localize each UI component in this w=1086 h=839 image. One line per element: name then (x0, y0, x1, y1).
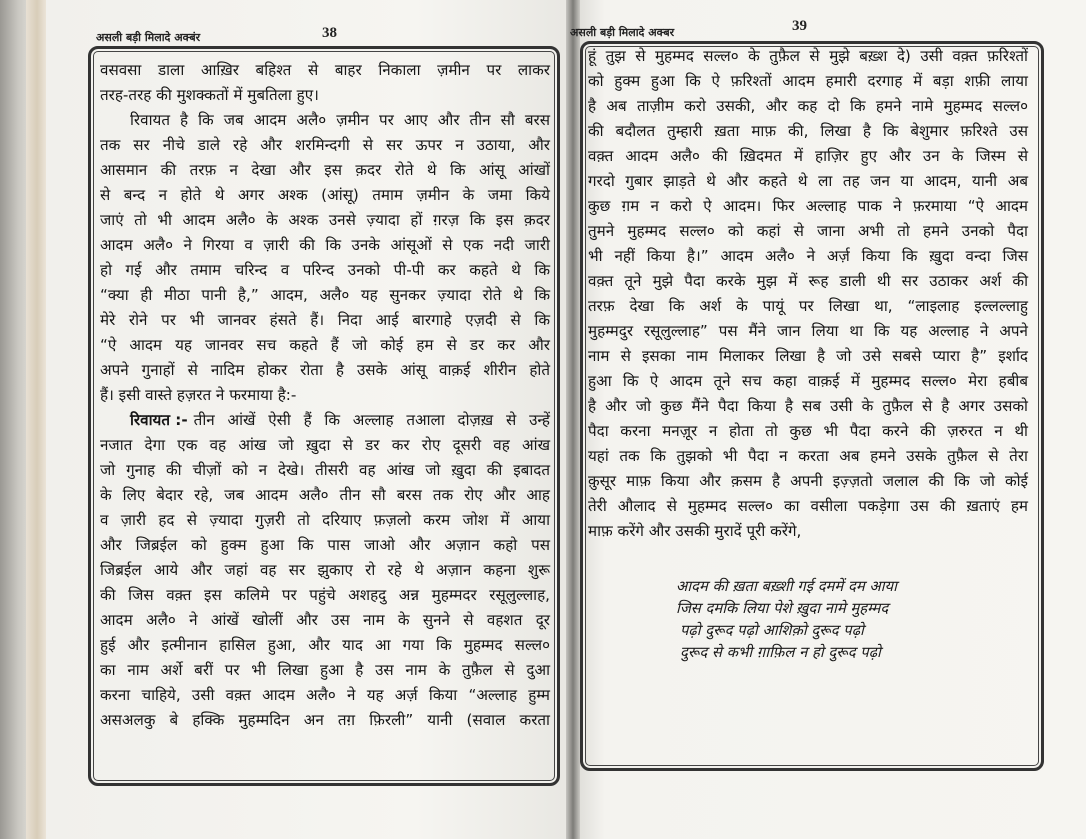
page-stack-edge (26, 0, 48, 839)
text-line: व ज़ारी हद से ज़्यादा गुज़री तो दरियाए फ़ज़लो करम जोश में आया (100, 511, 550, 529)
text-line: तीन आंखें ऐसी हैं कि अल्लाह तआला दोज़ख़ से उन्हें (193, 411, 550, 429)
riwayat-line (100, 408, 550, 433)
text-line: मुहम्मदुर रसूलुल्लाह” पस मैंने जान लिया था कि यह अल्लाह ने अपने (588, 322, 1028, 340)
text-line: हैं। इसी वास्ते हज़रत ने फरमाया है:- (100, 386, 297, 404)
page-left-body (100, 58, 550, 733)
text-line: जिब्रईल आये और जहां वह सर झुकाए रो रहे थे अज़ान कहना शुरू (100, 561, 550, 579)
text-line: तक सर नीचे डाले रहे और शरमिन्दगी से सर ऊपर न उठाया, और (100, 136, 550, 154)
text-line: मेरे रोने पर भी जानवर हंसते हैं। निदा आई बारगाहे एज़दी से कि (100, 311, 550, 329)
text-line: और जिब्रईल को हुक्म हुआ कि पास जाओ और अज़ान कहो पस (100, 536, 550, 554)
text-line: की बदौलत तुम्हारी ख़ता माफ़ की, लिखा है कि बेशुमार फ़रिश्ते उस (588, 122, 1028, 140)
page-number-left: 38 (322, 25, 337, 41)
text-line: तरफ़ देखा कि अर्श के पायूं पर लिखा था, “लाइलाह इल्लल्लाहु (588, 297, 1028, 315)
running-head-right: असली बड़ी मिलादे अक्बर (570, 26, 675, 39)
verse-line: पढ़ो दुरूद पढ़ो आशिक़ो दुरूद पढ़ो (680, 622, 864, 639)
text-line: हो गई और तमाम चरिन्द व परिन्द उनको पी-पी कर कहते थे कि (100, 261, 550, 279)
text-line: “क्या ही मीठा पानी है,” आदम, अलै० यह सुनकर ज़्यादा रोते थे कि (100, 286, 550, 304)
text-line: यहां तक कि तुझको भी पैदा न करता अब हमने उसके तुफ़ैल से तेरा (588, 447, 1028, 465)
page-right-body (588, 44, 1028, 544)
text-line: नाम से इसका नाम मिलाकर लिखा है जो उसे सबसे प्यारा है” इर्शाद (588, 347, 1028, 365)
text-line: वक़्त आदम अलै० की ख़िदमत में हाज़िर हुए और उन के जिस्म से (588, 147, 1028, 165)
running-head-left: असली बड़ी मिलादे अक्बंर (96, 31, 201, 44)
text-line: के लिए बेदार रहे, जब आदम अलै० तीन सौ बरस तक रोए और आह (100, 486, 550, 504)
text-line: है और जो कुछ मैंने पैदा किया है सब उसी के तुफ़ैल से है अगर उसको (588, 397, 1028, 415)
riwayat-label: रिवायत :- (130, 411, 188, 429)
verse-line: आदम की ख़ता बख़्शी गई दममें दम आया (676, 578, 897, 595)
text-line: तरह-तरह की मुशक्कतों में मुबतिला हुए। (100, 86, 319, 104)
text-line: आदम अलै० ने गिरया व ज़ारी की कि उनके आंसूओं से एक नदी जारी (100, 236, 550, 254)
verse-block (676, 576, 897, 664)
text-line: जाएं तो भी आदम अलै० के अश्क उनसे ज़्यादा हों ग़रज़ कि इस क़दर (100, 211, 550, 229)
text-line: से बन्द न होते थे अगर अश्क (आंसू) तमाम ज़मीन के जमा किये (100, 186, 550, 204)
text-line: अपने गुनाहों से नादिम होकर रोता है उसके आंसू वाक़ई शीरीन होते (100, 361, 550, 379)
page-number-right: 39 (792, 18, 807, 34)
text-line: माफ़ करेंगे और उसकी मुरादें पूरी करेंगे, (588, 522, 802, 540)
text-line: रिवायत है कि जब आदम अलै० ज़मीन पर आए और तीन सौ बरस (130, 111, 550, 129)
text-line: जो गुनाह की चीज़ों को न देखे। तीसरी वह आंख जो ख़ुदा की इबादत (100, 461, 550, 479)
verse-line: जिस दमकि लिया पेशे ख़ुदा नामे मुहम्मद (676, 600, 889, 617)
text-line: आसमान की तरफ़ न देखा और इस क़दर रोते थे कि आंसू आंखों (100, 161, 550, 179)
text-line: असअलकु बे हक्कि मुहम्मदिन अन तग़ फ़िरली” यानी (सवाल करता (100, 711, 550, 729)
text-line: हुआ कि ऐ आदम तूने सच कहा वाक़ई में मुहम्मद सल्ल० मेरा हबीब (588, 372, 1028, 390)
text-line: पैदा करना मनज़ूर न होता तो कुछ भी पैदा करने की ज़रुरत न थी (588, 422, 1028, 440)
text-line: गरदो गुबार झाड़ते थे और कहते थे ला तह जन या आदम, यानी अब (588, 172, 1028, 190)
text-line: आदम अलै० ने आंखें खोलीं और उस नाम के सुनने से वहशत दूर (100, 611, 550, 629)
text-line: तुमने मुहम्मद सल्ल० को कहां से जाना अभी तो हमने उनको पैदा (588, 222, 1028, 240)
text-line: की जिस वक़्त इस कलिमे पर पहुंचे अशहदु अन्न मुहम्मदर रसूलुल्लाह, (100, 586, 550, 604)
text-line: है अब ताज़ीम करो उसकी, और कह दो कि हमने नामे मुहम्मद सल्ल० (588, 97, 1028, 115)
text-line: क़ुसूर माफ़ किया और क़सम है अपनी इज़्ज़तो जलाल की कि जो कोई (588, 472, 1028, 490)
verse-line: दुरूद से कभी ग़ाफ़िल न हो दुरूद पढ़ो (680, 644, 881, 661)
text-line: को हुक्म हुआ कि ऐ फ़रिश्तों आदम हमारी दरगाह में बड़ा शफ़ी लाया (588, 72, 1028, 90)
text-line: करना चाहिये, उसी वक़्त आदम अलै० ने यह अर्ज़ किया “अल्लाह हुम्म (100, 686, 550, 704)
text-line: हूं तुझ से मुहम्मद सल्ल० के तुफ़ैल से मुझे बख़्श दे) उसी वक़्त फ़रिश्तों (588, 47, 1028, 65)
text-line: का नाम अर्शे बरीं पर भी लिखा हुआ है उस नाम के तुफ़ैल से दुआ (100, 661, 550, 679)
text-line: तेरी औलाद से मुहम्मद सल्ल० का वसीला पकड़ेगा उस की ख़ताएं हम (588, 497, 1028, 515)
text-line: वक़्त तूने मुझे पैदा करके मुझ में रूह डाली थी सर उठाकर अर्श की (588, 272, 1028, 290)
text-line: कुछ ग़म न करो ऐ आदम। फिर अल्लाह पाक ने फ़रमाया “ऐ आदम (588, 197, 1028, 215)
text-line: “ऐ आदम यह जानवर सच कहते हैं जो कोई हम से डर कर और (100, 336, 550, 354)
text-line: हुई और इत्मीनान हासिल हुआ, और याद आ गया कि मुहम्मद सल्ल० (100, 636, 550, 654)
text-line: भी नहीं किया है।” आदम अलै० ने अर्ज़ किया कि ख़ुदा वन्दा जिस (588, 247, 1028, 265)
book-gutter (566, 0, 580, 839)
text-line: वसवसा डाला आख़िर बहिश्त से बाहर निकाला ज़मीन पर लाकर (100, 61, 550, 79)
text-line: नजात देगा एक वह आंख जो ख़ुदा से डर कर रोए दूसरी वह आंख (100, 436, 550, 454)
